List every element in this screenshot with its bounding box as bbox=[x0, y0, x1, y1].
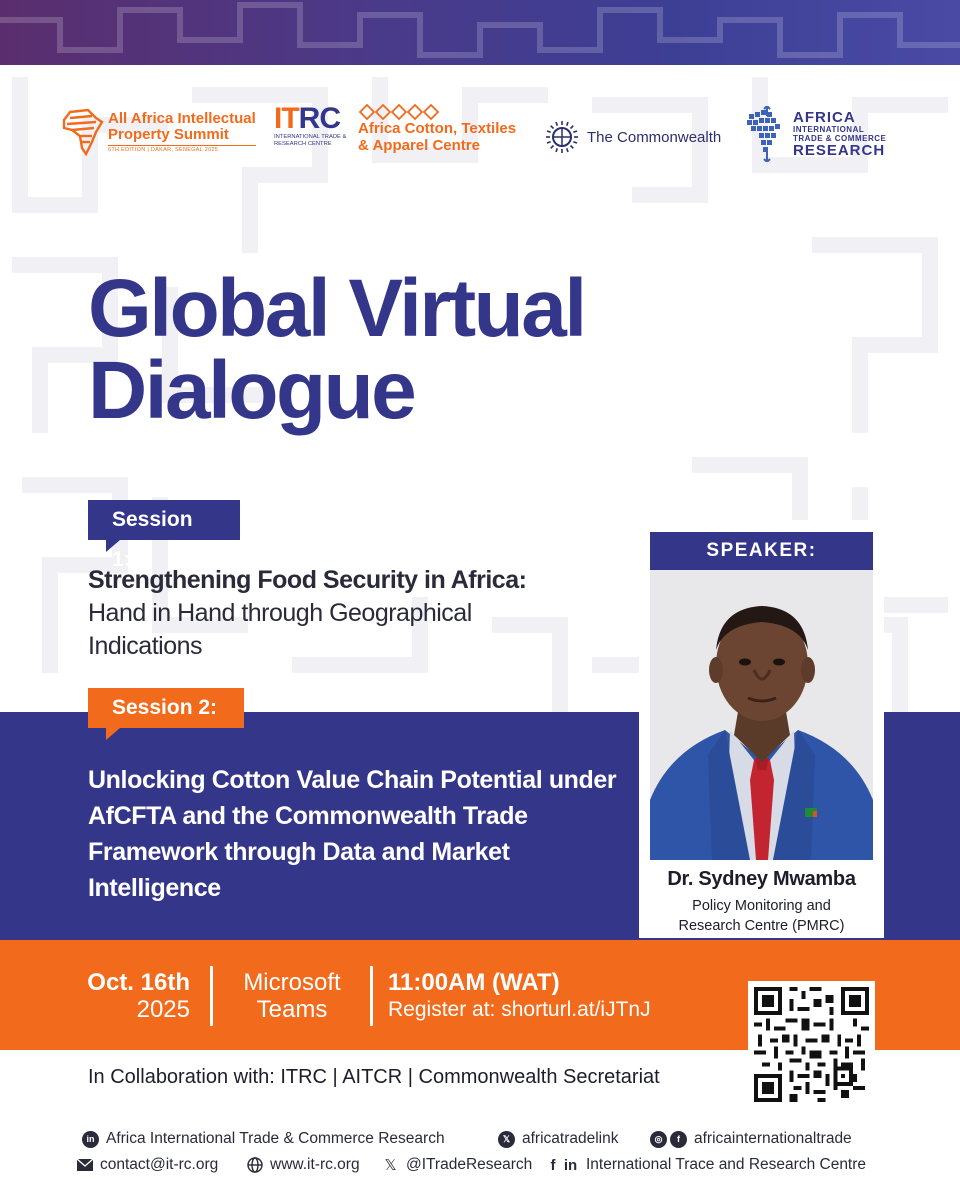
commonwealth-name: The Commonwealth bbox=[587, 128, 722, 146]
aais-line2: Property Summit bbox=[108, 126, 229, 143]
session1-title bbox=[88, 564, 568, 663]
footer-insta-fb-text: africainternationaltrade bbox=[694, 1130, 852, 1147]
itrc-wordmark: ITRC bbox=[274, 102, 341, 135]
divider bbox=[210, 966, 213, 1026]
footer-x-text: africatradelink bbox=[522, 1130, 619, 1147]
session1-tag: Session 1: bbox=[88, 500, 240, 540]
logo-actac bbox=[358, 104, 516, 154]
footer-x2-text: @ITradeResearch bbox=[406, 1156, 533, 1173]
qr-code-icon bbox=[754, 987, 869, 1102]
footer-insta-fb[interactable] bbox=[650, 1130, 852, 1148]
aitcr-line3: TRADE & COMMERCE bbox=[793, 134, 887, 143]
footer-linkedin[interactable] bbox=[82, 1130, 445, 1148]
speaker-org-line1: Policy Monitoring and bbox=[692, 898, 831, 914]
linkedin-icon: in bbox=[563, 1156, 578, 1174]
x-icon: 𝕏 bbox=[384, 1157, 397, 1174]
footer-x[interactable] bbox=[498, 1130, 619, 1148]
session2-tag: Session 2: bbox=[88, 688, 244, 728]
qr-code[interactable] bbox=[748, 981, 875, 1108]
x-icon: 𝕏 bbox=[498, 1131, 515, 1148]
event-time-value: 11:00AM (WAT) bbox=[388, 969, 560, 996]
event-platform bbox=[232, 969, 352, 1023]
title-line2: Dialogue bbox=[88, 345, 415, 436]
event-time bbox=[388, 969, 651, 1023]
footer-website[interactable] bbox=[246, 1156, 360, 1174]
aitcr-line1: AFRICA bbox=[793, 109, 856, 126]
speaker-org bbox=[639, 896, 884, 936]
collaboration-line: In Collaboration with: ITRC | AITCR | Commonwealth Secretariat bbox=[88, 1066, 660, 1088]
logo-itrc bbox=[274, 104, 354, 148]
africa-map-icon bbox=[62, 108, 104, 156]
logo-aais bbox=[62, 108, 256, 156]
page-title bbox=[88, 263, 585, 436]
speaker-card bbox=[639, 520, 884, 938]
top-banner-pattern bbox=[0, 0, 960, 65]
footer-fb-li-text: International Trace and Research Centre bbox=[586, 1156, 867, 1173]
divider bbox=[370, 966, 373, 1026]
event-date-line2: 2025 bbox=[136, 996, 190, 1023]
actac-line2: & Apparel Centre bbox=[358, 137, 480, 154]
facebook-icon: f bbox=[670, 1131, 687, 1148]
actac-line1: Africa Cotton, Textiles bbox=[358, 120, 517, 137]
aais-line1: All Africa Intellectual bbox=[108, 110, 256, 127]
event-platform-line1: Microsoft bbox=[243, 969, 341, 996]
aitcr-line2: INTERNATIONAL bbox=[793, 125, 865, 134]
footer-fb-li[interactable] bbox=[548, 1156, 866, 1174]
speaker-org-line2: Research Centre (PMRC) bbox=[678, 918, 845, 934]
partner-logos bbox=[0, 100, 960, 180]
commonwealth-globe-icon bbox=[545, 120, 579, 154]
session2-title: Unlocking Cotton Value Chain Potential under AfCFTA and the Commonwealth Trade Framework through Data and Market Intelligence bbox=[88, 766, 617, 902]
speaker-name: Dr. Sydney Mwamba bbox=[667, 868, 856, 890]
itrc-sub: INTERNATIONAL TRADE & RESEARCH CENTRE bbox=[274, 134, 347, 147]
event-platform-line2: Teams bbox=[256, 996, 328, 1023]
speaker-portrait bbox=[650, 570, 873, 860]
event-date-line1: Oct. 16th bbox=[87, 969, 190, 996]
session1-title-bold: Strengthening Food Security in Africa: bbox=[88, 566, 527, 594]
footer-website-text: www.it-rc.org bbox=[270, 1156, 360, 1173]
footer-email[interactable] bbox=[76, 1156, 218, 1174]
speaker-photo bbox=[650, 570, 873, 860]
diamond-pattern-icon bbox=[358, 104, 442, 120]
speaker-heading: SPEAKER: bbox=[650, 532, 873, 570]
footer-linkedin-text: Africa International Trade & Commerce Research bbox=[106, 1130, 445, 1147]
register-link[interactable]: Register at: shorturl.at/iJTnJ bbox=[388, 998, 651, 1021]
aais-sub: 6TH EDITION | DAKAR, SENEGAL 2025 bbox=[108, 145, 256, 153]
aitcr-line4: RESEARCH bbox=[793, 142, 886, 159]
footer-x2[interactable] bbox=[382, 1156, 532, 1174]
facebook-icon: f bbox=[550, 1156, 556, 1174]
session1-title-rest: Hand in Hand through Geographical Indications bbox=[88, 599, 472, 660]
africa-pixel-map-icon bbox=[745, 106, 787, 162]
instagram-icon: ◎ bbox=[650, 1131, 667, 1148]
logo-commonwealth bbox=[545, 120, 721, 154]
event-date bbox=[82, 969, 190, 1023]
footer-email-text: contact@it-rc.org bbox=[100, 1156, 219, 1173]
logo-aitcr bbox=[745, 106, 886, 162]
email-icon bbox=[76, 1157, 93, 1174]
globe-icon bbox=[246, 1157, 263, 1174]
linkedin-icon: in bbox=[82, 1131, 99, 1148]
title-line1: Global Virtual bbox=[88, 263, 585, 354]
